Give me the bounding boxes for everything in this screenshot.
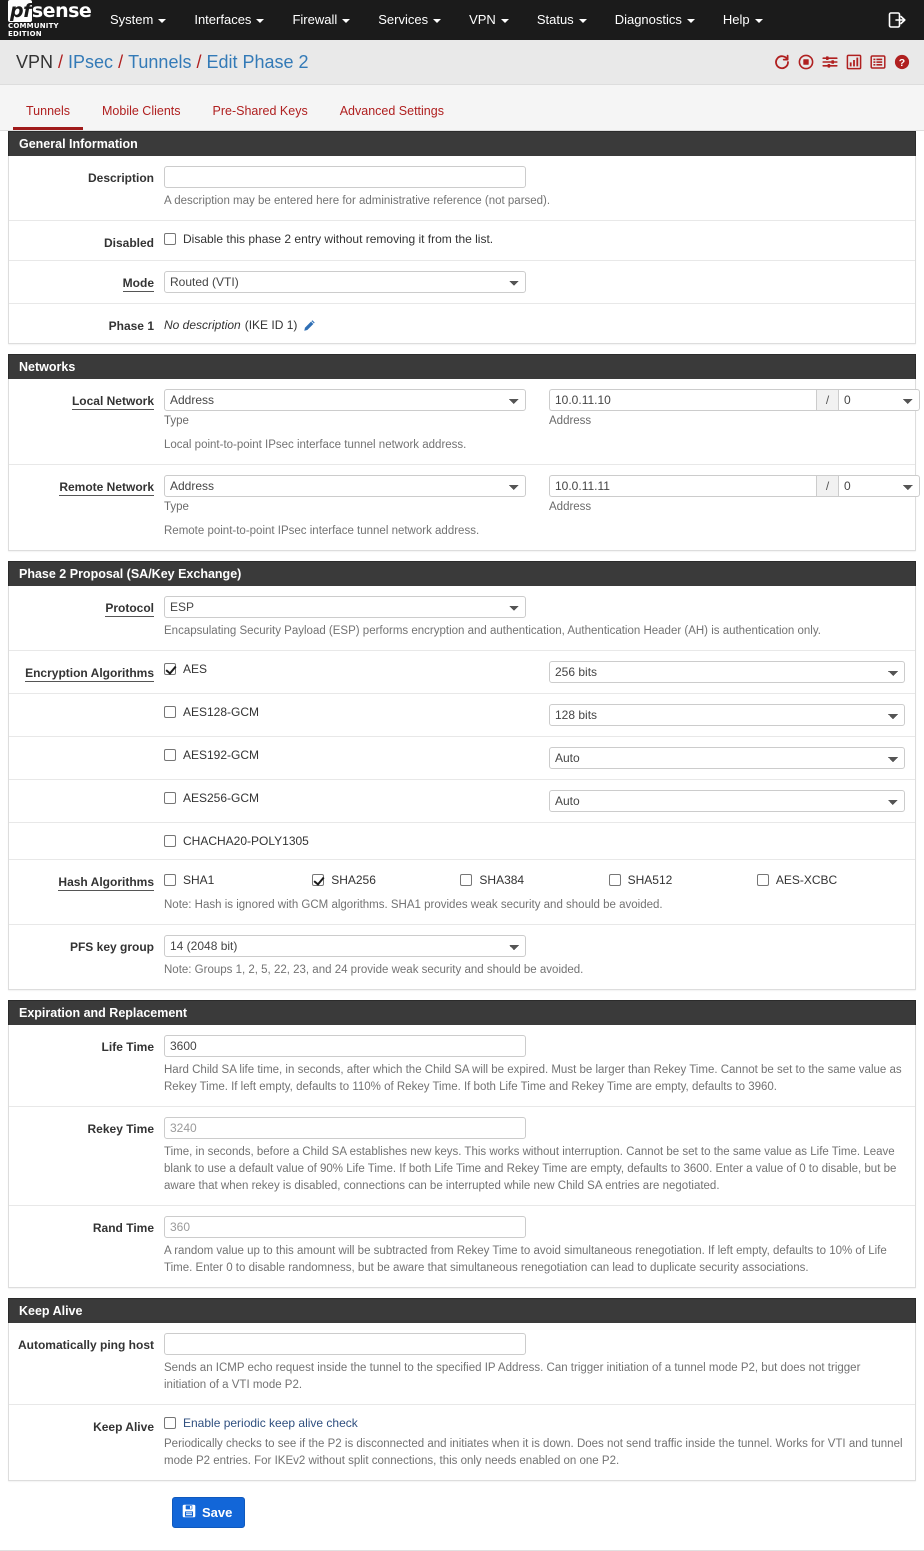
hash-sha1-label[interactable]: SHA1 xyxy=(183,873,215,887)
hash-item-sha256 xyxy=(312,873,460,887)
hash-aes-xcbc-checkbox[interactable] xyxy=(757,874,769,886)
tab-label-mobile-clients: Mobile Clients xyxy=(102,104,181,118)
nav-item-help[interactable] xyxy=(709,0,777,40)
nav-label-status: Status xyxy=(536,12,574,27)
remote-network-address-input[interactable] xyxy=(549,475,816,497)
hash-aes-xcbc-label[interactable]: AES-XCBC xyxy=(775,873,838,887)
breadcrumb-item-edit-phase-2[interactable]: Edit Phase 2 xyxy=(206,51,309,72)
encryption-aes256gcm-keylen-group xyxy=(549,790,905,812)
hash-sha512-checkbox[interactable] xyxy=(609,874,621,886)
label-local-network-text: Local Network xyxy=(71,394,154,408)
tab-pre-shared-keys[interactable] xyxy=(197,104,324,130)
label-protocol-text: Protocol xyxy=(105,601,154,615)
row-protocol xyxy=(9,586,915,651)
help-hash-algorithms: Note: Hash is ignored with GCM algorithms. SHA1 provides weak security and should be avoided. xyxy=(164,899,663,911)
field-ping-host xyxy=(164,1333,915,1394)
panel-title-phase2-proposal: Phase 2 Proposal (SA/Key Exchange) xyxy=(8,561,916,586)
phase1-description: No description xyxy=(164,318,241,332)
nav-label-system: System xyxy=(110,12,154,27)
panel-title-expiration-replacement: Expiration and Replacement xyxy=(8,1000,916,1025)
label-encryption-spacer-1 xyxy=(9,704,164,709)
hash-sha256-label[interactable]: SHA256 xyxy=(331,873,376,887)
tab-tunnels[interactable] xyxy=(10,104,86,130)
panel-body-expiration-replacement xyxy=(8,1025,916,1288)
top-navbar xyxy=(0,0,924,40)
disabled-checkbox[interactable] xyxy=(164,233,176,245)
brand-pf: pf xyxy=(10,0,31,22)
field-disabled xyxy=(164,231,915,247)
keep-alive-checkbox[interactable] xyxy=(164,1417,176,1429)
label-phase1: Phase 1 xyxy=(108,319,154,333)
nav-label-vpn: VPN xyxy=(469,12,496,27)
field-phase1 xyxy=(164,314,915,332)
nav-label-help: Help xyxy=(722,12,750,27)
encryption-chacha20-line xyxy=(164,833,905,849)
disabled-checkbox-label[interactable]: Disable this phase 2 entry without removing it from the list. xyxy=(183,232,494,246)
label-encryption-algorithms xyxy=(9,661,164,680)
hash-sha512-label[interactable]: SHA512 xyxy=(627,873,673,887)
panel-expiration-replacement xyxy=(8,1000,916,1288)
field-rand-time xyxy=(164,1216,915,1277)
encryption-aes128gcm-keylen-select[interactable] xyxy=(549,704,905,726)
hash-sha384-label[interactable]: SHA384 xyxy=(479,873,525,887)
encryption-aes192gcm-check-group xyxy=(164,747,549,763)
tab-label-advanced-settings: Advanced Settings xyxy=(339,104,444,118)
encryption-aes-label[interactable]: AES xyxy=(183,662,208,676)
row-pfs-key-group xyxy=(9,925,915,989)
hash-item-sha512 xyxy=(609,873,757,887)
disabled-checkbox-line xyxy=(164,231,905,247)
nav-item-diagnostics[interactable] xyxy=(601,0,709,40)
encryption-aes256gcm-line xyxy=(164,790,549,806)
chevron-down-icon xyxy=(256,19,264,23)
encryption-aes128gcm-line xyxy=(164,704,549,720)
keep-alive-checkbox-label[interactable]: Enable periodic keep alive check xyxy=(183,1416,358,1430)
remote-address-slash: / xyxy=(816,475,838,497)
help-local-network: Local point-to-point IPsec interface tunnel network address. xyxy=(164,439,467,451)
navbar-right xyxy=(888,11,916,29)
help-rand-time: A random value up to this amount will be subtracted from Rekey Time to avoid simultaneous renegotiation. If left empty, defaults to 10% of Life Time. Enter 0 to disable randomness, but be aware that simultaneous renegotiation can lead to duplicate security associations. xyxy=(164,1245,887,1274)
breadcrumb-separator: / xyxy=(196,51,202,72)
tab-bar xyxy=(0,85,924,131)
encryption-aes192gcm-keylen-select[interactable] xyxy=(549,747,905,769)
breadcrumb-bar xyxy=(0,40,924,85)
life-time-input[interactable] xyxy=(164,1035,526,1057)
label-encryption-spacer-3 xyxy=(9,790,164,795)
panel-body-networks xyxy=(8,379,916,551)
mode-select[interactable] xyxy=(164,271,526,293)
encryption-aes-check-group xyxy=(164,661,549,677)
breadcrumb-separator: / xyxy=(118,51,124,72)
nav-label-diagnostics: Diagnostics xyxy=(614,12,682,27)
local-network-address-sublabel: Address xyxy=(549,415,592,427)
local-network-type-sublabel: Type xyxy=(164,415,189,427)
status-graph-icon[interactable] xyxy=(846,54,862,70)
help-life-time: Hard Child SA life time, in seconds, after which the Child SA will be expired. Must be larger than Rekey Time. Cannot be set to the same value as Rekey Time. If left empty, defaults to 110% of Rekey Time. If both Life Time and Rekey Time are empty, defaults to 3960. xyxy=(164,1064,902,1093)
nav-item-vpn[interactable] xyxy=(455,0,523,40)
help-rekey-time: Time, in seconds, before a Child SA establishes new keys. This works without interruption. Cannot be set to the same value as Life Time. Leave blank to use a default value of 90% Life Time. If both Life Time and Rekey Time are empty, defaults to 3600. Enter a value of 0 to disable, but be aware that when rekey is disabled, connections can be interrupted while new Child SA entries are negotiated. xyxy=(164,1146,897,1192)
breadcrumb-area xyxy=(0,40,924,85)
field-encryption-aes192gcm xyxy=(164,747,915,769)
encryption-row-aes xyxy=(164,661,905,683)
field-protocol xyxy=(164,596,915,640)
label-automatically-ping-host: Automatically ping host xyxy=(17,1338,154,1352)
remote-network-address-sublabel: Address xyxy=(549,501,592,513)
label-hash-algorithms-text: Hash Algorithms xyxy=(58,875,154,889)
encryption-aes192gcm-keylen-group xyxy=(549,747,905,769)
label-description: Description xyxy=(87,171,154,185)
label-rekey-time: Rekey Time xyxy=(87,1122,154,1136)
panel-title-keep-alive: Keep Alive xyxy=(8,1298,916,1323)
field-encryption-aes128gcm xyxy=(164,704,915,726)
panel-body-phase2-proposal xyxy=(8,586,916,990)
sliders-icon[interactable] xyxy=(822,54,838,70)
panel-keep-alive xyxy=(8,1298,916,1481)
row-local-network xyxy=(9,379,915,465)
field-keep-alive xyxy=(164,1415,915,1470)
svg-text:?: ? xyxy=(898,57,906,69)
rekey-time-input[interactable] xyxy=(164,1117,526,1139)
label-remote-network-text: Remote Network xyxy=(59,480,154,494)
field-encryption-aes256gcm xyxy=(164,790,915,812)
pencil-icon[interactable] xyxy=(303,319,316,332)
row-keep-alive xyxy=(9,1405,915,1480)
label-remote-network xyxy=(9,475,164,494)
save-button[interactable] xyxy=(172,1497,245,1528)
encryption-chacha20-poly1305-checkbox[interactable] xyxy=(164,835,176,847)
panel-networks xyxy=(8,354,916,551)
encryption-aes128gcm-checkbox[interactable] xyxy=(164,706,176,718)
encryption-aes128gcm-keylen-group xyxy=(549,704,905,726)
remote-network-type-sublabel: Type xyxy=(164,501,189,513)
chevron-down-icon xyxy=(433,19,441,23)
row-rekey-time xyxy=(9,1107,915,1206)
nav-item-status[interactable] xyxy=(523,0,601,40)
label-encryption-spacer-4 xyxy=(9,833,164,838)
local-network-controls xyxy=(164,389,905,427)
encryption-aes-keylen-group xyxy=(549,661,905,683)
panel-title-general-information: General Information xyxy=(8,131,916,156)
field-encryption-aes xyxy=(164,661,915,683)
pfsense-logo[interactable] xyxy=(0,2,96,38)
description-input[interactable] xyxy=(164,166,526,188)
remote-network-type-group xyxy=(164,475,549,513)
row-encryption-aes xyxy=(9,651,915,694)
encryption-aes-checkbox[interactable] xyxy=(164,663,176,675)
label-encryption-spacer-2 xyxy=(9,747,164,752)
label-pfs-key-group: PFS key group xyxy=(69,940,154,954)
panel-title-networks: Networks xyxy=(8,354,916,379)
encryption-row-aes256gcm xyxy=(164,790,905,812)
encryption-aes-keylen-select[interactable] xyxy=(549,661,905,683)
stop-service-icon[interactable] xyxy=(798,54,814,70)
nav-item-services[interactable] xyxy=(364,0,455,40)
panel-phase2-proposal xyxy=(8,561,916,990)
field-mode xyxy=(164,271,915,293)
label-keep-alive: Keep Alive xyxy=(93,1420,154,1434)
field-local-network xyxy=(164,389,915,454)
help-pfs-key-group: Note: Groups 1, 2, 5, 22, 23, and 24 provide weak security and should be avoided. xyxy=(164,964,584,976)
help-description: A description may be entered here for administrative reference (not parsed). xyxy=(164,195,551,207)
keep-alive-checkbox-line xyxy=(164,1415,905,1431)
field-description xyxy=(164,166,915,210)
row-hash-algorithms xyxy=(9,860,915,925)
nav-item-interfaces[interactable] xyxy=(180,0,278,40)
chevron-down-icon xyxy=(158,19,166,23)
remote-address-input-group xyxy=(549,475,920,497)
hash-item-sha1 xyxy=(164,873,312,887)
encryption-chacha20-poly1305-label[interactable]: CHACHA20-POLY1305 xyxy=(183,834,309,848)
encryption-aes-line xyxy=(164,661,549,677)
hash-sha1-checkbox[interactable] xyxy=(164,874,176,886)
encryption-aes128gcm-check-group xyxy=(164,704,549,720)
hash-sha384-checkbox[interactable] xyxy=(460,874,472,886)
remote-network-prefix-select[interactable] xyxy=(838,475,920,497)
breadcrumb-action-icons xyxy=(774,54,910,70)
brand-logo-text xyxy=(8,0,92,22)
label-mode-text: Mode xyxy=(122,276,154,290)
field-rekey-time xyxy=(164,1117,915,1195)
encryption-aes192gcm-label[interactable]: AES192-GCM xyxy=(183,748,260,762)
row-encryption-aes128gcm xyxy=(9,694,915,737)
log-list-icon[interactable] xyxy=(870,54,886,70)
remote-network-type-select[interactable] xyxy=(164,475,526,497)
row-remote-network xyxy=(9,465,915,550)
hash-algorithms-grid xyxy=(164,870,905,887)
row-encryption-chacha20 xyxy=(9,823,915,860)
breadcrumb-item-vpn: VPN xyxy=(16,51,54,72)
nav-label-firewall: Firewall xyxy=(292,12,338,27)
chevron-down-icon xyxy=(579,19,587,23)
label-life-time: Life Time xyxy=(101,1040,154,1054)
encryption-row-aes192gcm xyxy=(164,747,905,769)
nav-item-system[interactable] xyxy=(96,0,180,40)
logout-icon[interactable] xyxy=(888,11,906,29)
encryption-aes192gcm-line xyxy=(164,747,549,763)
chevron-down-icon xyxy=(501,19,509,23)
breadcrumb-item-tunnels[interactable]: Tunnels xyxy=(128,51,192,72)
restart-service-icon[interactable] xyxy=(774,54,790,70)
row-encryption-aes256gcm xyxy=(9,780,915,823)
local-network-type-select[interactable] xyxy=(164,389,526,411)
nav-label-services: Services xyxy=(378,12,429,27)
field-encryption-chacha20 xyxy=(164,833,915,849)
breadcrumb xyxy=(16,52,309,73)
row-description xyxy=(9,156,915,221)
field-life-time xyxy=(164,1035,915,1096)
field-pfs-key-group xyxy=(164,935,915,979)
label-disabled: Disabled xyxy=(103,236,154,250)
local-network-prefix-select[interactable] xyxy=(838,389,920,411)
encryption-aes128gcm-label[interactable]: AES128-GCM xyxy=(183,705,260,719)
page-content xyxy=(0,131,924,1550)
row-encryption-aes192gcm xyxy=(9,737,915,780)
panel-general-information xyxy=(8,131,916,344)
rand-time-input[interactable] xyxy=(164,1216,526,1238)
chevron-down-icon xyxy=(342,19,350,23)
local-network-address-input[interactable] xyxy=(549,389,816,411)
nav-item-firewall[interactable] xyxy=(278,0,364,40)
row-life-time xyxy=(9,1025,915,1107)
label-hash-algorithms xyxy=(9,870,164,889)
save-button-label: Save xyxy=(202,1505,233,1520)
brand-sense: sense xyxy=(31,0,92,22)
hash-item-sha384 xyxy=(460,873,608,887)
tab-label-pre-shared-keys: Pre-Shared Keys xyxy=(212,104,308,118)
encryption-aes192gcm-checkbox[interactable] xyxy=(164,749,176,761)
phase1-ike-id: (IKE ID 1) xyxy=(244,318,298,332)
label-mode xyxy=(9,271,164,290)
encryption-aes256gcm-check-group xyxy=(164,790,549,806)
label-protocol xyxy=(9,596,164,615)
label-rand-time: Rand Time xyxy=(92,1221,154,1235)
breadcrumb-item-ipsec[interactable]: IPsec xyxy=(68,51,114,72)
form-actions xyxy=(0,1481,924,1548)
phase1-value xyxy=(164,314,905,332)
field-hash-algorithms xyxy=(164,870,915,914)
hash-sha256-checkbox[interactable] xyxy=(312,874,324,886)
chevron-down-icon xyxy=(687,19,695,23)
help-remote-network: Remote point-to-point IPsec interface tunnel network address. xyxy=(164,525,480,537)
row-phase1 xyxy=(9,304,915,343)
tab-advanced-settings[interactable] xyxy=(324,104,460,130)
remote-network-address-group xyxy=(549,475,920,513)
chevron-down-icon xyxy=(755,19,763,23)
row-rand-time xyxy=(9,1206,915,1287)
help-ping-host: Sends an ICMP echo request inside the tunnel to the specified IP Address. Can trigger initiation of a tunnel mode P2, but does not trigger initiation of a VTI mode P2. xyxy=(164,1362,861,1391)
ping-host-input[interactable] xyxy=(164,1333,526,1355)
tab-label-tunnels: Tunnels xyxy=(26,104,71,118)
pfs-key-group-select[interactable] xyxy=(164,935,526,957)
panel-body-keep-alive xyxy=(8,1323,916,1481)
row-mode xyxy=(9,261,915,304)
local-network-address-group xyxy=(549,389,920,427)
help-icon[interactable] xyxy=(894,54,910,70)
save-disk-icon xyxy=(182,1504,196,1521)
hash-item-aes-xcbc xyxy=(757,873,905,887)
encryption-aes256gcm-label[interactable]: AES256-GCM xyxy=(183,791,260,805)
panel-body-general-information xyxy=(8,156,916,344)
nav-label-interfaces: Interfaces xyxy=(194,12,252,27)
tab-mobile-clients[interactable] xyxy=(86,104,197,130)
protocol-select[interactable] xyxy=(164,596,526,618)
navbar-menu xyxy=(96,0,777,40)
breadcrumb-separator: / xyxy=(58,51,64,72)
encryption-aes256gcm-keylen-select[interactable] xyxy=(549,790,905,812)
encryption-aes256gcm-checkbox[interactable] xyxy=(164,792,176,804)
brand-subtitle: COMMUNITY EDITION xyxy=(8,22,59,38)
row-disabled xyxy=(9,221,915,261)
local-address-input-group xyxy=(549,389,920,411)
label-encryption-algorithms-text: Encryption Algorithms xyxy=(25,666,154,680)
local-address-slash: / xyxy=(816,389,838,411)
label-local-network xyxy=(9,389,164,408)
help-protocol: Encapsulating Security Payload (ESP) performs encryption and authentication, Authentication Header (AH) is authentication only. xyxy=(164,625,821,637)
remote-network-controls xyxy=(164,475,905,513)
local-network-type-group xyxy=(164,389,549,427)
help-keep-alive: Periodically checks to see if the P2 is disconnected and initiates when it is down. Does not send traffic inside the tunnel. Works for VTI and tunnel mode P2 entries. For IKEv2 without split connections, this only needs enabled on one P2. xyxy=(164,1438,903,1467)
field-remote-network xyxy=(164,475,915,540)
encryption-row-aes128gcm xyxy=(164,704,905,726)
